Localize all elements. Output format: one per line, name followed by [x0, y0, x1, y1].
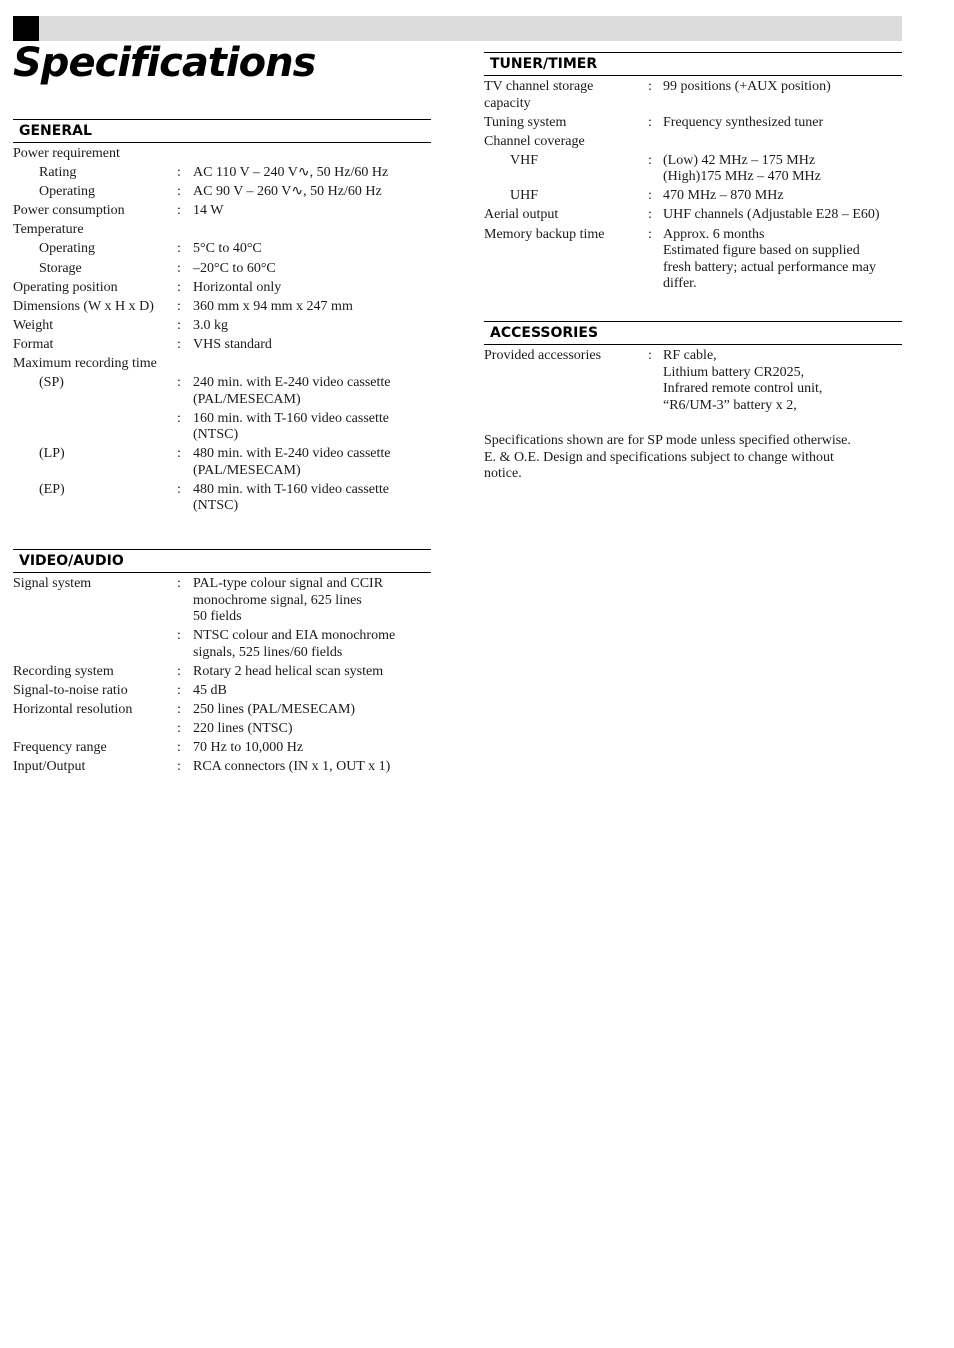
spec-row [484, 348, 902, 414]
spec-value [193, 482, 433, 515]
spec-row [13, 337, 431, 354]
spec-value [193, 375, 433, 408]
spec-value-line: (High)175 MHz – 470 MHz [663, 169, 821, 185]
spec-row [13, 411, 431, 444]
spec-value-line: AC 90 V – 260 V∿, 50 Hz/60 Hz [193, 184, 382, 200]
tuner-timer-heading: TUNER/TIMER [484, 52, 902, 76]
spec-value [193, 664, 433, 681]
spec-separator: : [177, 375, 181, 391]
spec-separator: : [177, 740, 181, 756]
spec-separator: : [177, 279, 181, 295]
spec-value [663, 188, 908, 205]
spec-label-text: Storage [39, 260, 82, 276]
spec-separator: : [177, 336, 181, 352]
spec-row [13, 280, 431, 297]
general-section [13, 119, 431, 518]
spec-label [13, 280, 118, 297]
spec-row [484, 207, 902, 224]
spec-label [13, 740, 107, 757]
spec-value-line: Infrared remote control unit, [663, 381, 823, 396]
spec-label-text [39, 411, 43, 428]
video-audio-heading: VIDEO/AUDIO [13, 549, 431, 573]
spec-row [13, 318, 431, 335]
spec-separator: : [177, 682, 181, 698]
spec-label-text: capacity [484, 95, 531, 111]
page-title: Specifications [13, 40, 316, 86]
spec-value-line: –20°C to 60°C [193, 260, 276, 276]
spec-value-line: 240 min. with E-240 video cassette [193, 375, 391, 391]
spec-label [13, 184, 95, 201]
spec-value [663, 207, 908, 224]
spec-value-line: 14 W [193, 203, 224, 219]
spec-label [13, 165, 76, 182]
spec-value-line: “R6/UM-3” battery x 2, [663, 397, 797, 413]
spec-value [193, 184, 433, 201]
footer-note [484, 433, 904, 483]
spec-value-line: VHS standard [193, 336, 272, 352]
spec-label [484, 188, 538, 205]
spec-separator: : [177, 317, 181, 333]
spec-value-line: (Low) 42 MHz – 175 MHz [663, 152, 816, 168]
spec-row [13, 299, 431, 316]
spec-row [13, 356, 431, 373]
spec-label-text: Memory backup time [484, 226, 605, 242]
spec-value-line: 70 Hz to 10,000 Hz [193, 740, 304, 756]
spec-value-line: 3.0 kg [193, 317, 228, 333]
spec-label-text: Operating position [13, 279, 118, 295]
spec-label [13, 664, 114, 681]
spec-label-text: Format [13, 336, 54, 352]
spec-label-text: Power requirement [13, 146, 120, 161]
spec-row [13, 664, 431, 681]
spec-label [13, 702, 132, 719]
spec-row [13, 165, 431, 182]
spec-label-text: Provided accessories [484, 348, 602, 363]
spec-value [193, 759, 433, 776]
tuner-timer-section [484, 52, 902, 295]
spec-separator: : [177, 298, 181, 314]
spec-row [13, 482, 431, 515]
spec-value-line: 220 lines (NTSC) [193, 720, 293, 736]
spec-value-line: 50 fields [193, 609, 242, 624]
spec-label-text: Temperature [13, 222, 84, 238]
spec-label [13, 318, 53, 335]
spec-separator: : [177, 260, 181, 276]
spec-separator: : [648, 188, 652, 204]
spec-value [193, 261, 433, 278]
spec-value-line: 480 min. with T-160 video cassette [193, 481, 389, 497]
video-audio-rows [13, 576, 431, 776]
spec-value [663, 348, 908, 414]
spec-value-line: Frequency synthesized tuner [663, 114, 824, 130]
spec-separator: : [177, 759, 181, 775]
spec-value-line: RF cable, [663, 348, 717, 363]
spec-value-line: fresh battery; actual performance may [663, 259, 877, 275]
spec-value-line: 250 lines (PAL/MESECAM) [193, 701, 356, 717]
spec-row [13, 721, 431, 738]
spec-value-line: NTSC colour and EIA monochrome [193, 628, 396, 644]
spec-label-text: Horizontal resolution [13, 701, 133, 717]
general-rows [13, 146, 431, 515]
spec-separator: : [177, 628, 181, 644]
spec-label [13, 482, 65, 515]
spec-value [663, 227, 908, 293]
header-bar [13, 16, 902, 41]
spec-value [193, 337, 433, 354]
spec-row [484, 115, 902, 132]
spec-separator: : [177, 241, 181, 257]
spec-value-line: RCA connectors (IN x 1, OUT x 1) [193, 759, 391, 775]
spec-value [193, 702, 433, 719]
spec-value-line: Horizontal only [193, 279, 282, 295]
spec-row [13, 261, 431, 278]
spec-value [193, 721, 433, 738]
spec-label [13, 446, 65, 479]
tuner-timer-rows [484, 79, 902, 293]
spec-label [484, 134, 585, 151]
spec-value-line: (NTSC) [193, 498, 239, 514]
spec-value-line: Approx. 6 months [663, 226, 765, 242]
spec-value [663, 153, 908, 186]
footer-note-line: notice. [484, 466, 522, 481]
spec-label-text: Recording system [13, 663, 114, 679]
spec-label-text: VHF [510, 152, 539, 168]
spec-separator: : [648, 348, 652, 363]
spec-label-text: Weight [13, 317, 54, 333]
spec-value-line: monochrome signal, 625 lines [193, 592, 362, 608]
spec-value-line: 99 positions (+AUX position) [663, 79, 831, 94]
spec-value-line: 5°C to 40°C [193, 241, 262, 257]
spec-value [193, 299, 433, 316]
spec-separator: : [648, 226, 652, 242]
spec-label [13, 203, 125, 220]
spec-label-text: Signal system [13, 576, 92, 591]
spec-label-text: TV channel storage [484, 79, 594, 94]
spec-separator: : [177, 576, 181, 591]
spec-label-text: Signal-to-noise ratio [13, 682, 128, 698]
spec-row [13, 241, 431, 258]
spec-row [484, 188, 902, 205]
spec-label-text [13, 628, 17, 645]
spec-label [13, 299, 154, 316]
spec-value [193, 203, 433, 220]
spec-row [484, 153, 902, 186]
spec-value-line: (NTSC) [193, 427, 239, 443]
spec-label [484, 348, 601, 414]
spec-label [484, 153, 538, 186]
spec-row [484, 227, 902, 293]
spec-row [13, 740, 431, 757]
spec-row [13, 146, 431, 163]
accessories-section [484, 321, 902, 417]
spec-row [13, 576, 431, 626]
spec-label-text: Aerial output [484, 207, 559, 223]
spec-separator: : [177, 446, 181, 462]
spec-separator: : [177, 410, 181, 426]
spec-value-line: 160 min. with T-160 video cassette [193, 410, 389, 426]
spec-label-text: Input/Output [13, 759, 86, 775]
spec-separator: : [177, 481, 181, 497]
spec-value-line: (PAL/MESECAM) [193, 462, 301, 478]
spec-label-text: (LP) [39, 446, 65, 462]
spec-row [13, 759, 431, 776]
spec-value [193, 446, 433, 479]
spec-value [663, 79, 908, 96]
spec-row [13, 628, 431, 661]
spec-separator: : [648, 114, 652, 130]
spec-row [484, 134, 902, 151]
spec-label-text: Frequency range [13, 740, 107, 756]
accessories-heading: ACCESSORIES [484, 321, 902, 345]
spec-value-line: differ. [663, 276, 697, 292]
spec-label [13, 337, 53, 354]
spec-row [484, 79, 902, 112]
spec-separator: : [177, 165, 181, 181]
spec-label-text: Operating [39, 184, 95, 200]
spec-label-text: Tuning system [484, 114, 567, 130]
page-marker-block [13, 16, 39, 41]
spec-label [484, 227, 605, 293]
spec-label [13, 683, 128, 700]
spec-label [13, 241, 95, 258]
spec-value-line: PAL-type colour signal and CCIR [193, 576, 384, 591]
spec-separator: : [648, 152, 652, 168]
spec-value-line: 470 MHz – 870 MHz [663, 188, 784, 204]
spec-label [13, 146, 120, 163]
spec-value [193, 280, 433, 297]
spec-label-text [13, 721, 17, 738]
spec-value [193, 740, 433, 757]
spec-value-line: 360 mm x 94 mm x 247 mm [193, 298, 353, 314]
spec-label [484, 115, 566, 132]
spec-value-line: UHF channels (Adjustable E28 – E60) [663, 207, 880, 223]
spec-label [13, 375, 64, 408]
spec-label [13, 759, 85, 776]
footer-note-line: E. & O.E. Design and specifications subject to change without [484, 449, 834, 465]
spec-value-line: Lithium battery CR2025, [663, 364, 805, 380]
spec-label-text: Dimensions (W x H x D) [13, 298, 154, 314]
spec-value-line: 480 min. with E-240 video cassette [193, 446, 391, 462]
spec-value [193, 241, 433, 258]
spec-label [484, 79, 593, 112]
spec-label-text: Channel coverage [484, 133, 585, 149]
spec-row [13, 446, 431, 479]
spec-row [13, 683, 431, 700]
spec-label [13, 721, 17, 738]
spec-row [13, 184, 431, 201]
spec-label-text: UHF [510, 188, 539, 204]
spec-label [13, 222, 84, 239]
spec-row [13, 203, 431, 220]
spec-label [13, 576, 91, 626]
spec-value-line: 45 dB [193, 682, 227, 698]
spec-label [13, 356, 157, 373]
footer-note-line: Specifications shown are for SP mode unless specified otherwise. [484, 433, 851, 448]
spec-separator: : [177, 720, 181, 736]
spec-value-line: signals, 525 lines/60 fields [193, 644, 343, 660]
spec-label-text: Operating [39, 241, 95, 257]
general-heading: GENERAL [13, 119, 431, 143]
spec-row [13, 702, 431, 719]
spec-value [193, 683, 433, 700]
spec-value-line: AC 110 V – 240 V∿, 50 Hz/60 Hz [193, 165, 389, 181]
spec-value [193, 411, 433, 444]
spec-label [484, 207, 558, 224]
spec-row [13, 375, 431, 408]
spec-label-text: Maximum recording time [13, 356, 157, 372]
spec-separator: : [648, 207, 652, 223]
spec-separator: : [177, 663, 181, 679]
spec-separator: : [648, 79, 652, 94]
spec-row [13, 222, 431, 239]
spec-label [13, 261, 82, 278]
spec-separator: : [177, 184, 181, 200]
spec-value [193, 318, 433, 335]
accessories-rows [484, 348, 902, 414]
spec-value [193, 576, 433, 626]
spec-label [13, 628, 17, 661]
spec-label-text: (SP) [39, 375, 64, 391]
spec-value [193, 165, 433, 182]
video-audio-section [13, 549, 431, 778]
spec-label-text: (EP) [39, 481, 65, 497]
spec-value-line: Estimated figure based on supplied [663, 243, 860, 259]
spec-value-line: Rotary 2 head helical scan system [193, 663, 384, 679]
spec-label [13, 411, 43, 444]
spec-label-text: Rating [39, 165, 77, 181]
spec-separator: : [177, 701, 181, 717]
spec-value [663, 115, 908, 132]
spec-separator: : [177, 203, 181, 219]
spec-value [193, 628, 433, 661]
spec-label-text: Power consumption [13, 203, 125, 219]
spec-value-line: (PAL/MESECAM) [193, 391, 301, 407]
